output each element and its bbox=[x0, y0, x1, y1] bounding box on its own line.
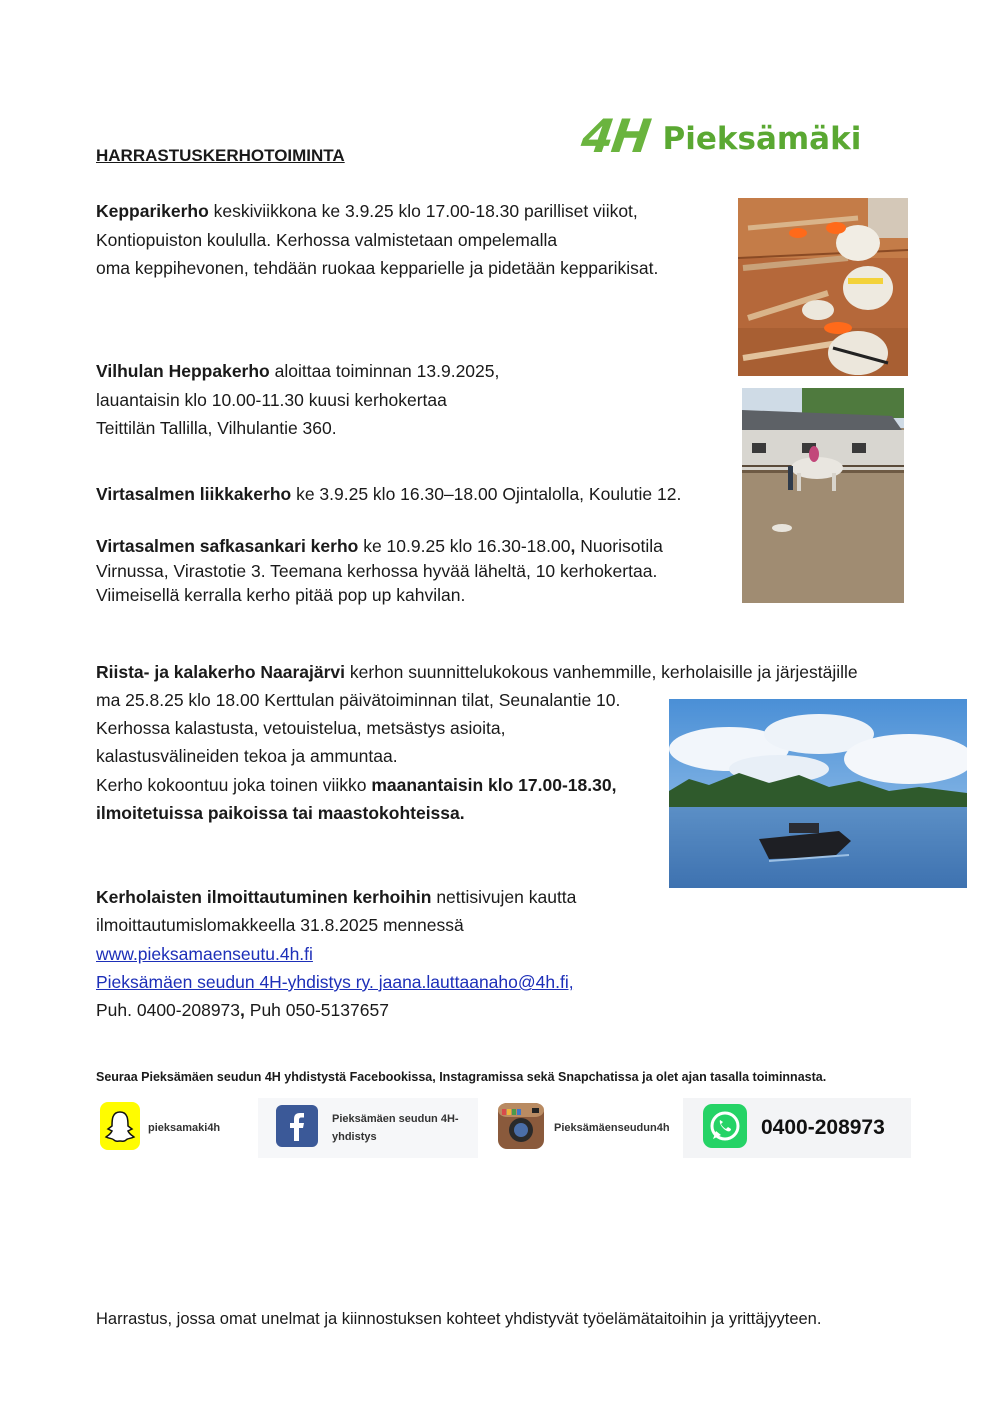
kalakerho-line5: Kerho kokoontuu joka toinen viikko maanantaisin klo 17.00-18.30, bbox=[96, 775, 617, 795]
kalakerho-name: Riista- ja kalakerho Naarajärvi bbox=[96, 662, 346, 682]
instagram-icon bbox=[498, 1103, 544, 1154]
safkasankari-name: Virtasalmen safkasankari kerho bbox=[96, 536, 359, 556]
safkasankari-line1: Virtasalmen safkasankari kerho ke 10.9.25 klo 16.30-18.00, Nuorisotila bbox=[96, 536, 663, 556]
website-link[interactable]: www.pieksamaenseutu.4h.fi bbox=[96, 944, 313, 964]
website-link-row bbox=[96, 940, 313, 969]
heppakerho-line1: Vilhulan Heppakerho aloittaa toiminnan 13.9.2025, bbox=[96, 361, 500, 381]
safkasankari-line3: Viimeisellä kerralla kerho pitää pop up kahvilan. bbox=[96, 585, 466, 605]
footer-tagline: Harrastus, jossa omat unelmat ja kiinnostuksen kohteet yhdistyvät työelämätaitoihin ja yrittäjyyteen. bbox=[96, 1310, 822, 1328]
kalakerho-line4: kalastusvälineiden tekoa ja ammuntaa. bbox=[96, 746, 398, 766]
whatsapp-badge bbox=[683, 1098, 911, 1158]
safkasankari-line2: Virnussa, Virastotie 3. Teemana kerhossa hyvää läheltä, 10 kerhokertaa. bbox=[96, 561, 658, 581]
stable-horse-photo bbox=[742, 388, 904, 603]
whatsapp-icon bbox=[703, 1104, 747, 1153]
instagram-badge bbox=[498, 1098, 688, 1158]
instagram-handle: Pieksämäenseudun4h bbox=[554, 1122, 670, 1134]
email-link-row bbox=[96, 968, 574, 997]
snapchat-badge bbox=[100, 1098, 230, 1158]
kepparikerho-line2: Kontiopuiston koululla. Kerhossa valmistetaan ompelemalla bbox=[96, 230, 558, 250]
email-link[interactable]: Pieksämäen seudun 4H-yhdistys ry. jaana.lauttaanaho@4h.fi, bbox=[96, 972, 574, 992]
heppakerho-name: Vilhulan Heppakerho bbox=[96, 361, 270, 381]
ilmoittautuminen-line2: ilmoittautumislomakkeella 31.8.2025 mennessä bbox=[96, 915, 464, 935]
snapchat-icon bbox=[100, 1102, 140, 1155]
kalakerho-line6: ilmoitetuissa paikoissa tai maastokohteissa. bbox=[96, 803, 465, 823]
heppakerho-line3: Teittilän Tallilla, Vilhulantie 360. bbox=[96, 418, 337, 438]
kepparikerho-line3: oma keppihevonen, tehdään ruokaa kepparielle ja pidetään kepparikisat. bbox=[96, 258, 659, 278]
whatsapp-number: 0400-208973 bbox=[761, 1116, 885, 1139]
4h-pieksamaki-logo bbox=[578, 109, 862, 163]
page-title: HARRASTUSKERHOTOIMINTA bbox=[96, 146, 345, 165]
ilmoittautuminen-line1: Kerholaisten ilmoittautuminen kerhoihin nettisivujen kautta bbox=[96, 887, 577, 907]
logo-text: Pieksämäki bbox=[662, 121, 862, 157]
facebook-name-line2: yhdistys bbox=[332, 1131, 377, 1143]
heppakerho-line2: lauantaisin klo 10.00-11.30 kuusi kerhokertaa bbox=[96, 390, 447, 410]
lake-boat-photo bbox=[669, 699, 967, 888]
facebook-icon bbox=[276, 1105, 318, 1152]
liikkakerho-name: Virtasalmen liikkakerho bbox=[96, 484, 292, 504]
follow-us-text: Seuraa Pieksämäen seudun 4H yhdistystä Facebookissa, Instagramissa sekä Snapchatissa ja olet ajan tasalla toiminnasta. bbox=[96, 1070, 827, 1084]
kalakerho-line3: Kerhossa kalastusta, vetouistelua, metsästys asioita, bbox=[96, 718, 506, 738]
phone-line: Puh. 0400-208973, Puh 050-5137657 bbox=[96, 1000, 389, 1020]
liikkakerho-line1: Virtasalmen liikkakerho ke 3.9.25 klo 16.30–18.00 Ojintalolla, Koulutie 12. bbox=[96, 484, 682, 504]
kepparikerho-name: Kepparikerho bbox=[96, 201, 209, 221]
ilmoittautuminen-name: Kerholaisten ilmoittautuminen kerhoihin bbox=[96, 887, 432, 907]
facebook-badge bbox=[258, 1098, 478, 1158]
kalakerho-line2: ma 25.8.25 klo 18.00 Kerttulan päivätoiminnan tilat, Seunalantie 10. bbox=[96, 690, 621, 710]
kepparikerho-line1: Kepparikerho keskiviikkona ke 3.9.25 klo 17.00-18.30 parilliset viikot, bbox=[96, 201, 638, 221]
kalakerho-line1: Riista- ja kalakerho Naarajärvi kerhon suunnittelukokous vanhemmille, kerholaisille ja järjestäjille bbox=[96, 662, 858, 682]
hobby-horses-photo bbox=[738, 198, 908, 376]
facebook-name-line1: Pieksämäen seudun 4H- bbox=[332, 1113, 459, 1125]
logo-mark: 4H bbox=[578, 109, 653, 163]
snapchat-handle: pieksamaki4h bbox=[148, 1122, 221, 1134]
